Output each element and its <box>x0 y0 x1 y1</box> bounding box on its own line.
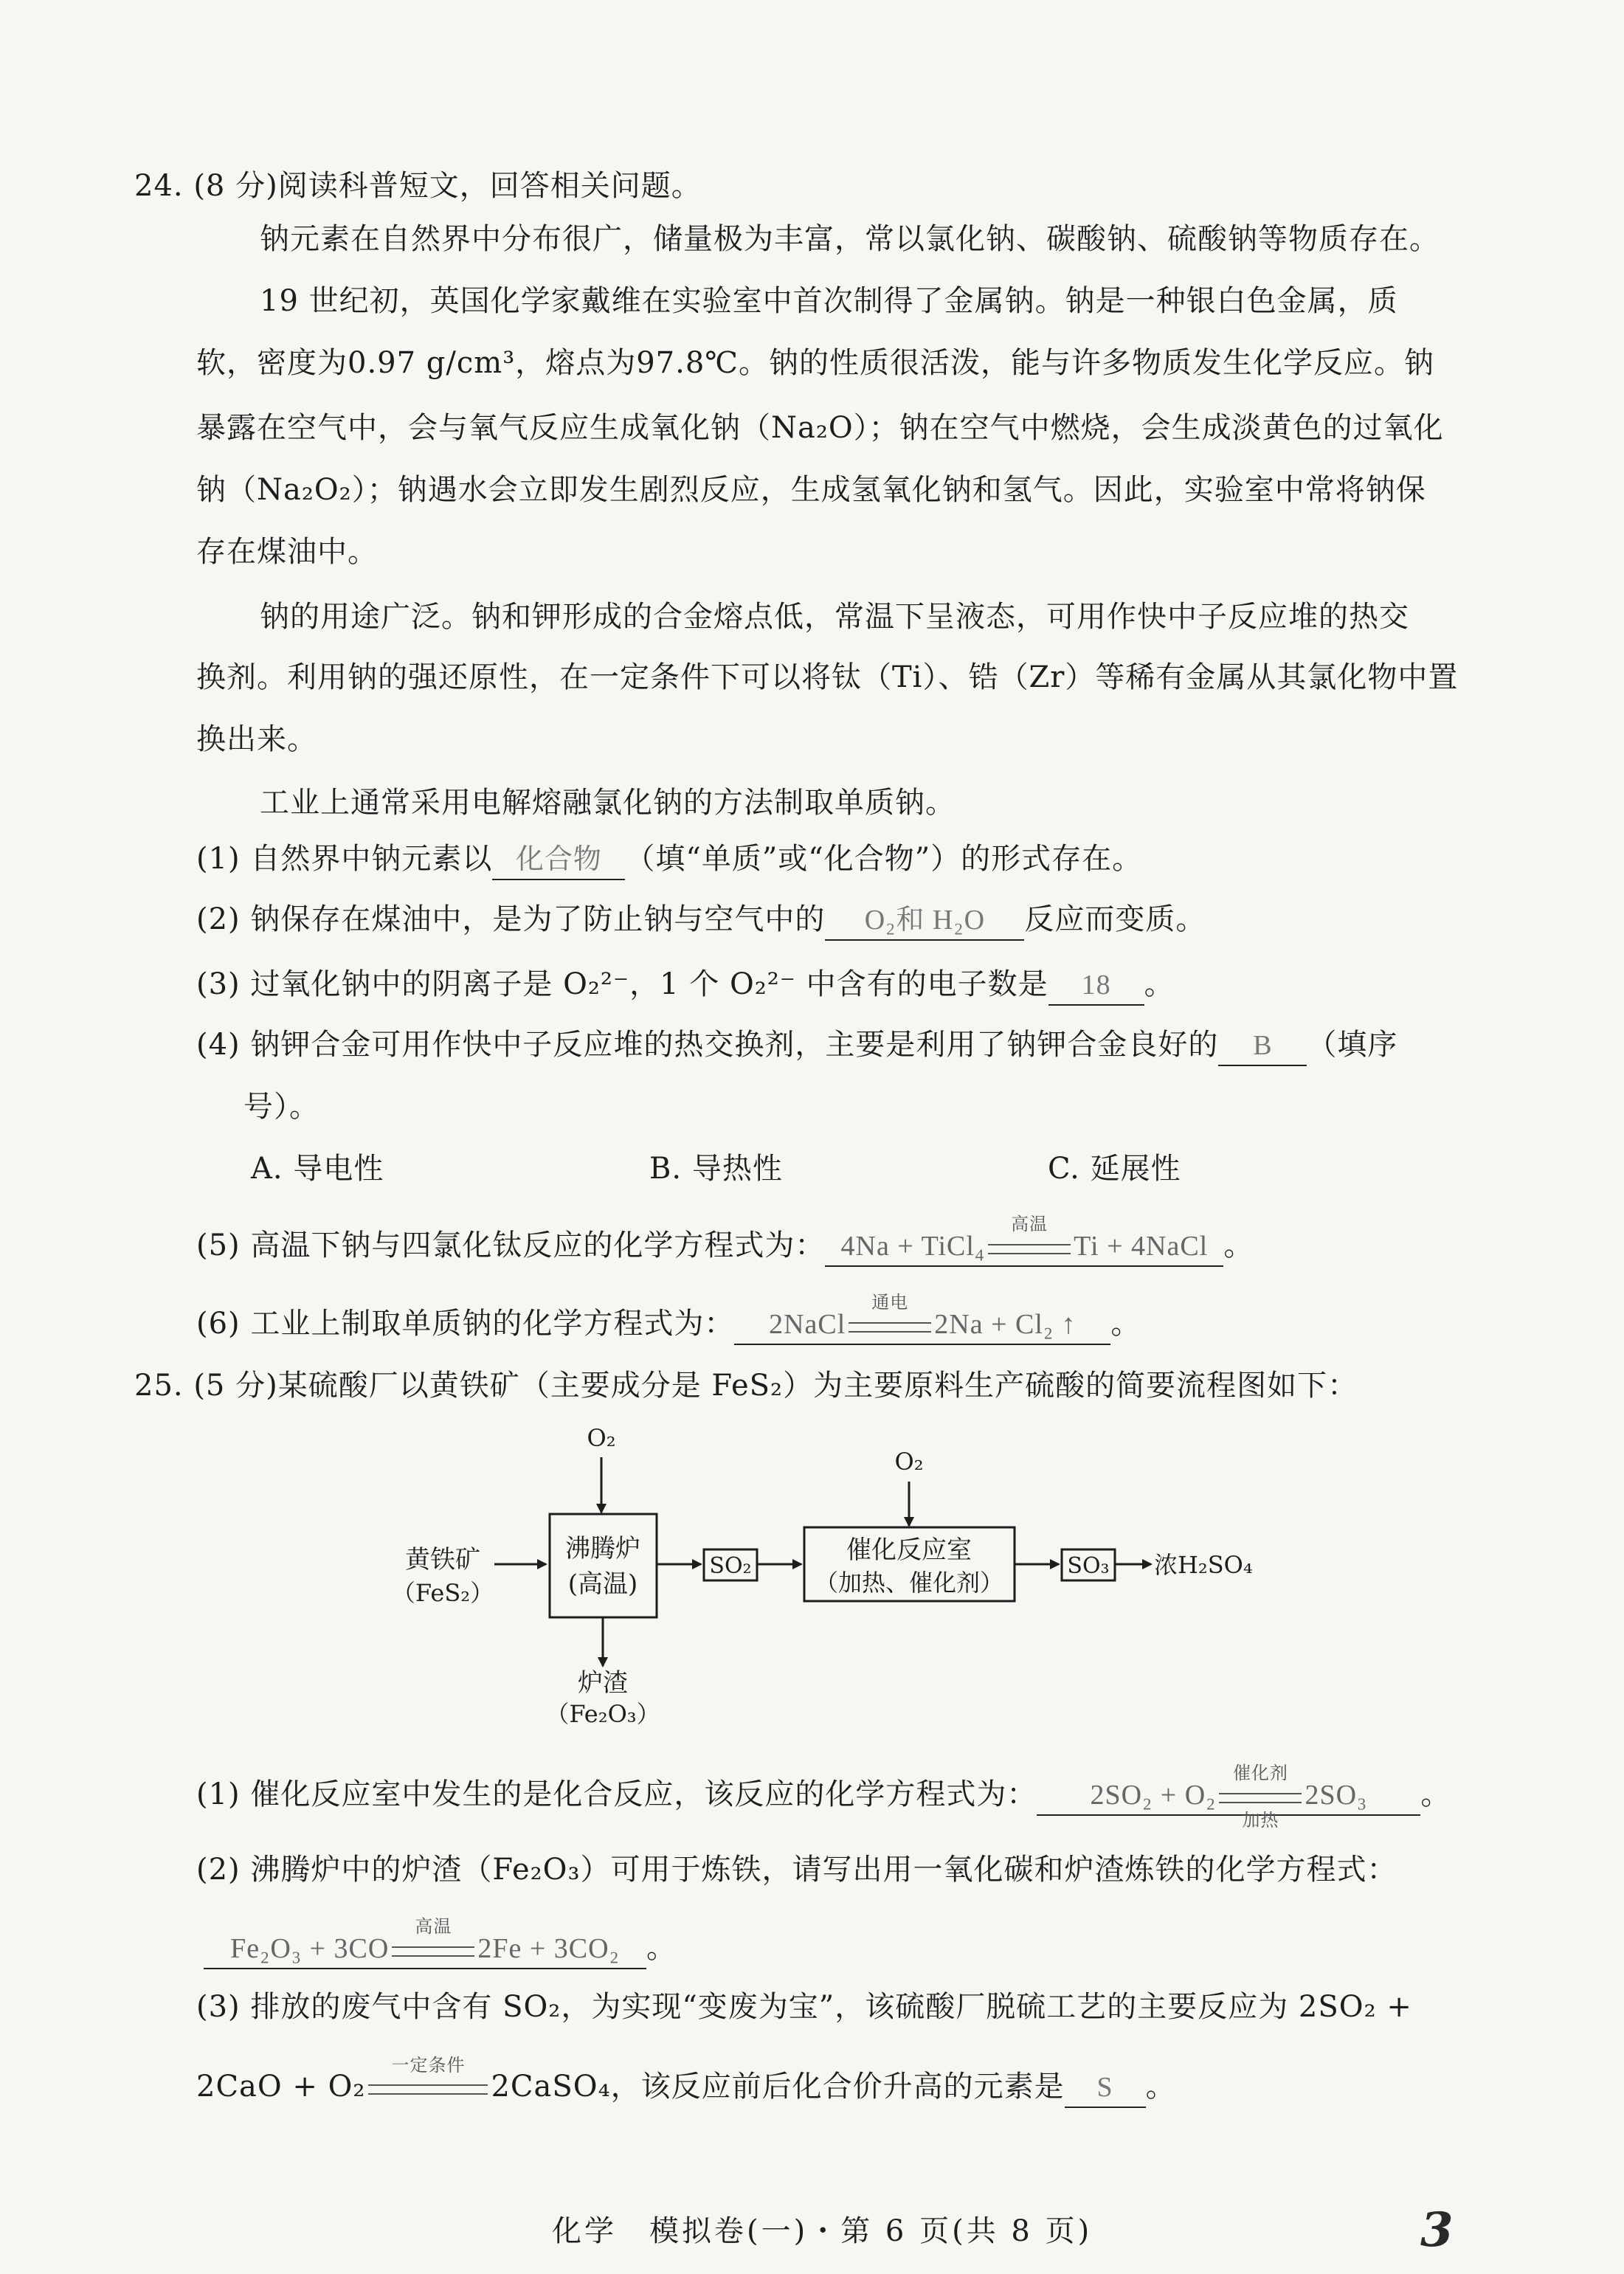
q24-sub2-answer: O₂和 H₂O <box>825 901 1024 941</box>
flow-furnace-box <box>550 1514 657 1617</box>
q24-sub5-equation <box>825 1215 1223 1267</box>
q25-sub1-products: 2SO₃ <box>1305 1780 1368 1811</box>
page-number-mark: 3 <box>1420 2202 1454 2258</box>
q25-sub1-condition-bottom: 加热 <box>1242 1811 1279 1831</box>
equals-sign <box>392 1946 474 1957</box>
q24-sub1-prompt: (1) 自然界中钠元素以 <box>196 842 493 876</box>
q24-sub4-line-2: 号）。 <box>243 1090 319 1124</box>
q24-option-b: B. 导热性 <box>649 1152 783 1186</box>
q25-sub1-equation <box>1037 1764 1420 1831</box>
q24-sub1-answer: 化合物 <box>492 840 625 880</box>
flow-reactor-label: 催化反应室 <box>846 1535 972 1565</box>
q24-sub6-reactants: 2NaCl <box>769 1309 846 1340</box>
q25-sub3-line-2 <box>196 2055 1176 2108</box>
q24-paragraph-2-line-1: 19 世纪初，英国化学家戴维在实验室中首次制得了金属钠。钠是一种银白色金属，质 <box>260 284 1398 318</box>
q24-option-c: C. 延展性 <box>1048 1152 1181 1186</box>
q24-sub5 <box>196 1215 1254 1267</box>
q24-paragraph-2-line-5: 存在煤油中。 <box>196 535 378 569</box>
q24-sub1 <box>196 838 1142 880</box>
flow-reactor-condition: （加热、催化剂） <box>814 1569 1004 1597</box>
q24-sub4-answer: B <box>1218 1026 1307 1066</box>
equation-condition <box>846 1293 934 1341</box>
q24-sub5-condition: 高温 <box>1011 1215 1048 1235</box>
q25-sub1-suffix: 。 <box>1420 1777 1451 1811</box>
flow-slag-label: 炉渣 <box>578 1668 628 1698</box>
q24-option-a: A. 导电性 <box>251 1152 384 1186</box>
flow-furnace-condition: (高温) <box>567 1569 638 1599</box>
q24-sub6-equation <box>734 1293 1110 1345</box>
q24-paragraph-1: 钠元素在自然界中分布很广，储量极为丰富，常以氯化钠、碳酸钠、硫酸钠等物质存在。 <box>260 222 1440 256</box>
q25-sub1-prompt: (1) 催化反应室中发生的是化合反应，该反应的化学方程式为： <box>196 1777 1037 1811</box>
q25-header: 25. (5 分)某硫酸厂以黄铁矿（主要成分是 FeS₂）为主要原料生产硫酸的简要流程图如下： <box>134 1369 1358 1403</box>
q24-sub6-products: 2Na + Cl₂ ↑ <box>934 1309 1077 1340</box>
equals-sign <box>368 2084 488 2095</box>
flow-so2-label: SO₂ <box>709 1553 752 1579</box>
q25-sub2-condition: 高温 <box>415 1918 452 1938</box>
q24-sub1-suffix: （填“单质”或“化合物”）的形式存在。 <box>625 842 1143 876</box>
q24-sub2-prompt: (2) 钠保存在煤油中，是为了防止钠与空气中的 <box>196 902 826 936</box>
flow-ore-label: 黄铁矿 <box>405 1545 480 1575</box>
q24-sub5-reactants: 4Na + TiCl₄ <box>840 1231 986 1262</box>
q24-paragraph-3-line-2: 换剂。利用钠的强还原性，在一定条件下可以将钛（Ti）、锆（Zr）等稀有金属从其氯化物中置 <box>196 660 1459 694</box>
q25-sub2-products: 2Fe + 3CO₂ <box>477 1933 620 1964</box>
q24-header: 24. (8 分)阅读科普短文，回答相关问题。 <box>134 169 702 203</box>
equation-condition <box>365 2055 491 2104</box>
q24-sub5-suffix: 。 <box>1223 1228 1254 1262</box>
q24-sub6 <box>196 1293 1141 1345</box>
equation-condition <box>1216 1764 1305 1831</box>
equation-condition <box>985 1215 1074 1263</box>
q24-sub4-prompt: (4) 钠钾合金可用作快中子反应堆的热交换剂，主要是利用了钠钾合金良好的 <box>196 1028 1219 1062</box>
q24-sub6-condition: 通电 <box>871 1293 909 1313</box>
q24-sub5-products: Ti + 4NaCl <box>1074 1231 1209 1262</box>
flow-o2-label-2: O₂ <box>894 1448 924 1476</box>
q24-paragraph-2-line-3: 暴露在空气中，会与氧气反应生成氧化钠（Na₂O）；钠在空气中燃烧，会生成淡黄色的过氧化 <box>196 411 1444 445</box>
q24-sub2 <box>196 899 1206 941</box>
q25-sub3-line-1: (3) 排放的废气中含有 SO₂，为实现“变废为宝”，该硫酸厂脱硫工艺的主要反应为 2SO₂ + <box>196 1990 1412 2024</box>
q25-sub1 <box>196 1764 1451 1831</box>
flow-slag-formula: （Fe₂O₃） <box>545 1700 660 1728</box>
flow-furnace-label: 沸腾炉 <box>565 1534 640 1563</box>
q25-sub2-reactants: Fe₂O₃ + 3CO <box>230 1933 390 1964</box>
equals-sign <box>988 1244 1071 1254</box>
q24-sub5-prompt: (5) 高温下钠与四氯化钛反应的化学方程式为： <box>196 1228 826 1262</box>
flow-product-label: 浓H₂SO₄ <box>1154 1551 1253 1579</box>
q25-sub3-answer: S <box>1065 2068 1146 2108</box>
flow-so3-label: SO₃ <box>1067 1553 1110 1579</box>
q25-sub3-reactants: 2CaO + O₂ <box>196 2070 366 2104</box>
flow-ore-formula: （FeS₂） <box>391 1579 494 1607</box>
equals-sign <box>1219 1793 1302 1803</box>
q25-sub3-products-and-prompt: 2CaSO₄，该反应前后化合价升高的元素是 <box>491 2070 1065 2104</box>
q25-sub2-line-2 <box>204 1918 677 1969</box>
q24-sub2-suffix: 反应而变质。 <box>1024 902 1206 936</box>
equation-condition <box>389 1918 477 1966</box>
equals-sign <box>849 1322 931 1333</box>
page-footer: 化学 模拟卷(一)・第 6 页(共 8 页) <box>552 2214 1093 2248</box>
q24-paragraph-2-line-4: 钠（Na₂O₂）；钠遇水会立即发生剧烈反应，生成氢氧化钠和氢气。因此，实验室中常将钠保 <box>196 473 1426 507</box>
q24-sub4 <box>196 1024 1397 1066</box>
q24-sub3-answer: 18 <box>1048 966 1144 1006</box>
q24-paragraph-3-line-3: 换出来。 <box>196 722 317 756</box>
q25-sub1-reactants: 2SO₂ + O₂ <box>1090 1780 1217 1811</box>
q25-sub1-condition-top: 催化剂 <box>1232 1764 1288 1784</box>
q24-sub3-prompt: (3) 过氧化钠中的阴离子是 O₂²⁻，1 个 O₂²⁻ 中含有的电子数是 <box>196 967 1048 1001</box>
q24-paragraph-2-line-2: 软，密度为0.97 g/cm³，熔点为97.8℃。钠的性质很活泼，能与许多物质发生化学反应。钠 <box>196 346 1435 380</box>
q24-sub3 <box>196 964 1175 1006</box>
q24-paragraph-4: 工业上通常采用电解熔融氯化钠的方法制取单质钠。 <box>260 786 956 820</box>
q25-flowchart <box>384 1417 1328 1734</box>
q24-sub6-prompt: (6) 工业上制取单质钠的化学方程式为： <box>196 1307 735 1341</box>
flow-o2-label-1: O₂ <box>587 1424 616 1452</box>
q25-sub2-suffix: 。 <box>646 1931 677 1965</box>
q25-sub2-equation <box>204 1918 646 1969</box>
q24-sub4-suffix: （填序 <box>1307 1028 1398 1062</box>
q25-sub3-condition: 一定条件 <box>391 2055 466 2076</box>
q25-sub2-line-1: (2) 沸腾炉中的炉渣（Fe₂O₃）可用于炼铁，请写出用一氧化碳和炉渣炼铁的化学方程式： <box>196 1853 1397 1887</box>
q25-sub3-suffix: 。 <box>1145 2070 1176 2104</box>
q24-sub3-suffix: 。 <box>1144 967 1175 1001</box>
q24-paragraph-3-line-1: 钠的用途广泛。钠和钾形成的合金熔点低，常温下呈液态，可用作快中子反应堆的热交 <box>260 600 1409 634</box>
q24-sub6-suffix: 。 <box>1110 1307 1141 1341</box>
